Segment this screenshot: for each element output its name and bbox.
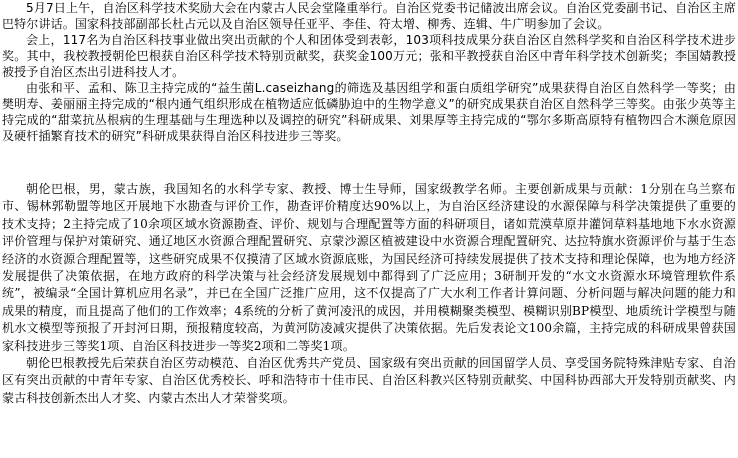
report-paragraph-awards: 会上，117名为自治区科技事业做出突出贡献的个人和团体受到表彰，103项科技成果分获自治区自然科学奖和自治区科学技术进步奖。其中，我校教授朝伦巴根获自治区科学技术特别贡献奖，获奖金100万元；张和平教授获自治区中青年科学技术创新奖；李国婧教授被授予自治区杰出引进科技人才。 (2, 33, 736, 79)
profile-paragraph-honors: 朝伦巴根教授先后荣获自治区劳动模范、自治区优秀共产党员、国家级有突出贡献的回国留学人员、享受国务院特殊津贴专家、自治区有突出贡献的中青年专家、自治区优秀校长、呼和浩特市十佳市民、自治区科教兴区特别贡献奖、中国科协西部大开发特别贡献奖、内蒙古科技创新杰出人才奖、内蒙古杰出人才荣誉奖项。 (2, 356, 736, 405)
report-paragraph-meeting: 5月7日上午，自治区科学技术奖励大会在内蒙古人民会堂隆重举行。自治区党委书记储波出席会议。自治区党委副书记、自治区主席巴特尔讲话。国家科技部副部长杜占元以及自治区领导任亚平、李佳、符太增、柳秀、连辑、牛广明参加了会议。 (2, 1, 736, 31)
profile-section (2, 181, 736, 407)
report-paragraph-results: 由张和平、孟和、陈卫主持完成的“益生菌L.caseizhang的筛选及基因组学和蛋白质组学研究”成果获得自治区自然科学一等奖；由樊明寿、姜丽丽主持完成的“根内通气组织形成在植物适应低磷胁迫中的生物学意义”的研究成果获自治区自然科学三等奖。由张少英等主持完成的“甜菜抗丛根病的生理基础与生理选种以及调控的研究”科研成果、刘果厚等主持完成的“鄂尔多斯高原特有植物四合木濒危原因及硬杆插繁育技术的研究”科研成果获得自治区科技进步三等奖。 (2, 81, 736, 143)
award-report-section (2, 0, 736, 144)
profile-paragraph-contributions: 朝伦巴根，男，蒙古族，我国知名的水科学专家、教授、博士生导师，国家级教学名师。主要创新成果与贡献：1分别在乌兰察布市、锡林郭勒盟等地区开展地下水勘查与评价工作，勘查评价精度达90%以上，为自治区经济建设的水源保障与科学决策提供了重要的技术支持；2主持完成了10余项区域水资源勘查、评价、规划与合理配置等方面的科研项目，诸如荒漠草原井灌饲草料基地地下水水资源评价管理与保护对策研究、通辽地区水资源合理配置研究、京蒙沙源区植被建设中水资源合理配置研究、达拉特旗水资源评价与基于生态经济的水资源合理配置等，这些研究成果不仅摸清了区域水资源底账，为国民经济可持续发展提供了技术支持和理论保障，也为地方经济发展提供了决策依据，在地方政府的科学决策与社会经济发展规划中都得到了广泛应用；3研制开发的“水文水资源水环境管理软件系统”，被编录“全国计算机应用名录”，并已在全国广泛推广应用，这不仅提高了广大水利工作者计算问题、分析问题与解决问题的能力和成果的精度，而且提高了他们的工作效率；4系统的分析了黄河凌汛的成因，并用模糊聚类模型、模糊识别BP模型、地质统计学模型与随机水文模型等预报了开封河日期，预报精度较高，为黄河防凌减灾提供了决策依据。先后发表论文100余篇，主持完成的科研成果曾获国家科技进步三等奖1项、自治区科技进步一等奖2项和二等奖1项。 (2, 182, 736, 353)
